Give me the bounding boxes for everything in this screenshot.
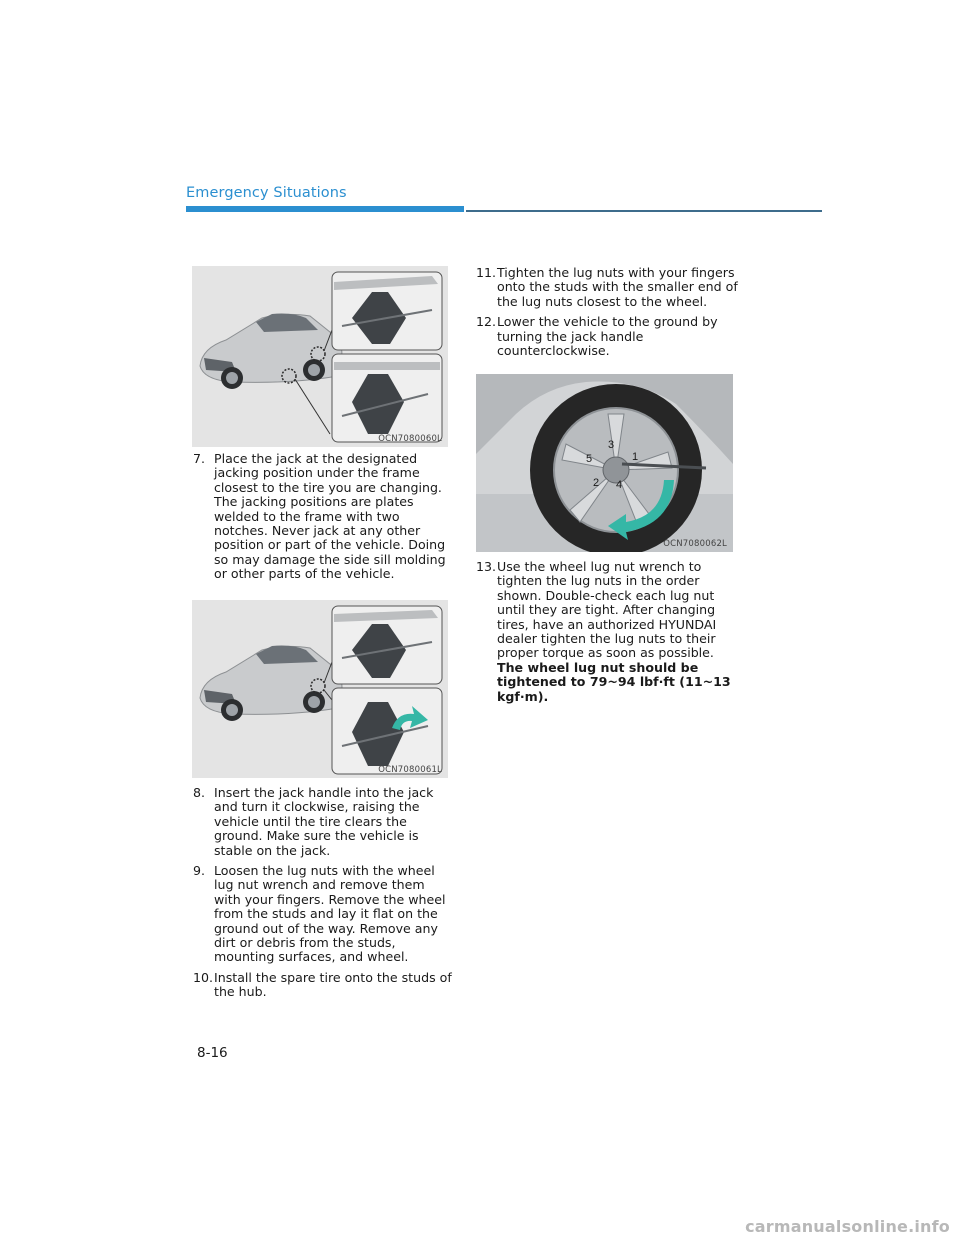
step-item	[476, 266, 738, 309]
steps-left-top	[193, 452, 455, 588]
step-item	[193, 971, 455, 1000]
step-number: 9.	[193, 863, 206, 879]
torque-spec: The wheel lug nut should be tightened to 79~94 lbf·ft (11~13 kgf·m).	[497, 659, 731, 704]
lug-nut-order-figure	[476, 374, 733, 552]
lug-nut-order-illustration	[476, 374, 733, 552]
step-number: 13.	[476, 559, 497, 574]
steps-left-bottom	[193, 786, 455, 1006]
lug-label-5: 5	[586, 453, 593, 465]
header-rule	[466, 210, 822, 212]
watermark: carmanualsonline.info	[745, 1217, 950, 1236]
lug-label-2: 2	[593, 477, 600, 489]
figure-code: OCN7080060L	[378, 434, 442, 444]
step-text: Use the wheel lug nut wrench to tighten the lug nuts in the order shown. Double-check each lug nut until they are tight. After changing tires, have an authorized HYUNDAI dealer tighten the lug nuts to their proper torque as soon as possible.	[497, 559, 717, 661]
step-text: Install the spare tire onto the studs of the hub.	[214, 969, 452, 1000]
step-item	[193, 786, 455, 858]
step-number: 12.	[476, 314, 497, 330]
steps-right-bottom	[476, 560, 738, 710]
page-number: 8-16	[197, 1045, 228, 1061]
steps-right-top	[476, 266, 738, 364]
step-text: Insert the jack handle into the jack and turn it clockwise, raising the vehicle until the tire clears the ground. Make sure the vehicle is stable on the jack.	[214, 785, 434, 858]
jack-handle-illustration	[192, 600, 448, 778]
figure-code: OCN7080062L	[663, 539, 727, 549]
step-number: 8.	[193, 785, 206, 800]
figure-code: OCN7080061L	[378, 765, 442, 775]
step-number: 10.	[193, 969, 214, 985]
lug-label-1: 1	[632, 451, 639, 463]
step-item	[476, 315, 738, 358]
jacking-position-figure	[192, 266, 448, 447]
header-accent-bar	[186, 206, 464, 212]
step-number: 11.	[476, 265, 497, 280]
step-item	[476, 560, 738, 704]
step-item	[193, 452, 455, 582]
step-number: 7.	[193, 451, 206, 466]
step-text: Loosen the lug nuts with the wheel lug nut wrench and remove them with your fingers. Remove the wheel from the studs and lay it flat on the ground out of the way. Remove any dirt or debris from the studs, mounting surfaces, and wheel.	[214, 863, 446, 965]
section-title: Emergency Situations	[186, 185, 347, 201]
step-text: Tighten the lug nuts with your fingers onto the studs with the smaller end of the lug nuts closest to the wheel.	[497, 265, 738, 309]
lug-label-3: 3	[608, 439, 615, 451]
lug-label-4: 4	[616, 479, 623, 491]
jack-handle-figure	[192, 600, 448, 778]
step-text: Lower the vehicle to the ground by turning the jack handle counterclockwise.	[497, 314, 718, 359]
jacking-position-illustration	[192, 266, 448, 447]
step-item	[193, 864, 455, 965]
step-text: Place the jack at the designated jacking position under the frame closest to the tire you are changing. The jacking positions are plates welded to the frame with two notches. Never jack at any other position or part of the vehicle. Doing so may damage the side sill molding or other parts of the vehicle.	[214, 451, 446, 582]
